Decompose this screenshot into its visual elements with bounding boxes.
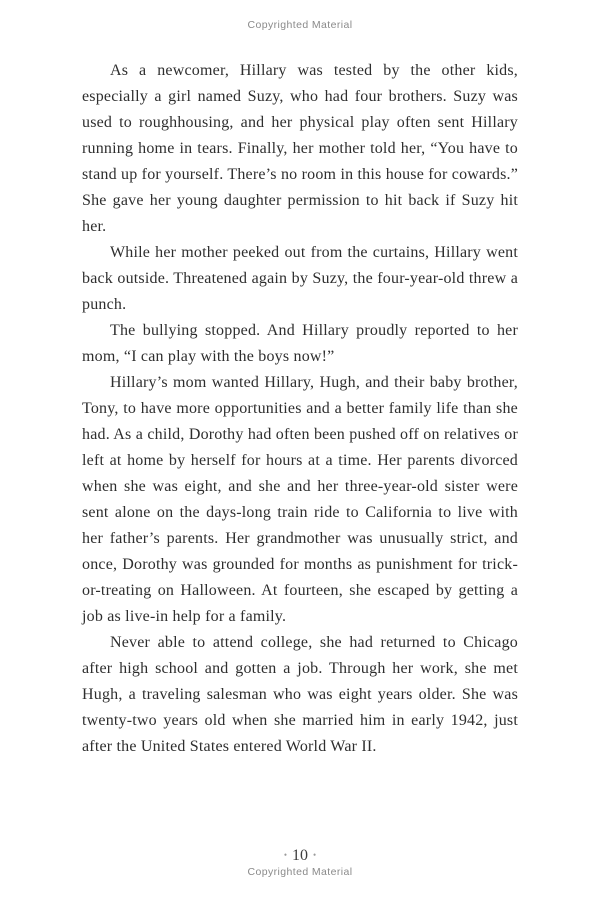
copyright-notice-bottom: Copyrighted Material: [247, 866, 353, 878]
paragraph: As a newcomer, Hillary was tested by the other kids, especially a girl named Suzy, who had four brothers. Suzy was used to roughhousing, and her physical play often sent Hillary running home in tears. Finally, her mother told her, “You have to stand up for yourself. There’s no room in this house for cowards.” She gave her young daughter permission to hit back if Suzy hit her.: [82, 62, 518, 235]
paragraph: While her mother peeked out from the curtains, Hillary went back outside. Threatened again by Suzy, the four-year-old threw a punch.: [82, 244, 518, 313]
page-number-dot-right: •: [313, 850, 317, 860]
copyright-notice-top: Copyrighted Material: [247, 19, 353, 31]
page-number: [0, 846, 600, 865]
page-number-value: 10: [292, 847, 308, 864]
page-text: [82, 58, 518, 760]
paragraph: Hillary’s mom wanted Hillary, Hugh, and their baby brother, Tony, to have more opportunities and a better family life than she had. As a child, Dorothy had often been pushed off on relatives or left at home by herself for hours at a time. Her parents divorced when she was eight, and she and her three-year-old sister were sent alone on the days-long train ride to California to live with her father’s parents. Her grandmother was unusually strict, and once, Dorothy was grounded for months as punishment for trick-or-treating on Halloween. At fourteen, she escaped by getting a job as live-in help for a family.: [82, 374, 518, 625]
page-number-dot-left: •: [283, 850, 287, 860]
paragraph: The bullying stopped. And Hillary proudly reported to her mom, “I can play with the boys now!”: [82, 322, 518, 365]
paragraph: Never able to attend college, she had returned to Chicago after high school and gotten a job. Through her work, she met Hugh, a traveling salesman who was eight years older. She was twenty-two years old when she married him in early 1942, just after the United States entered World War II.: [82, 634, 518, 755]
